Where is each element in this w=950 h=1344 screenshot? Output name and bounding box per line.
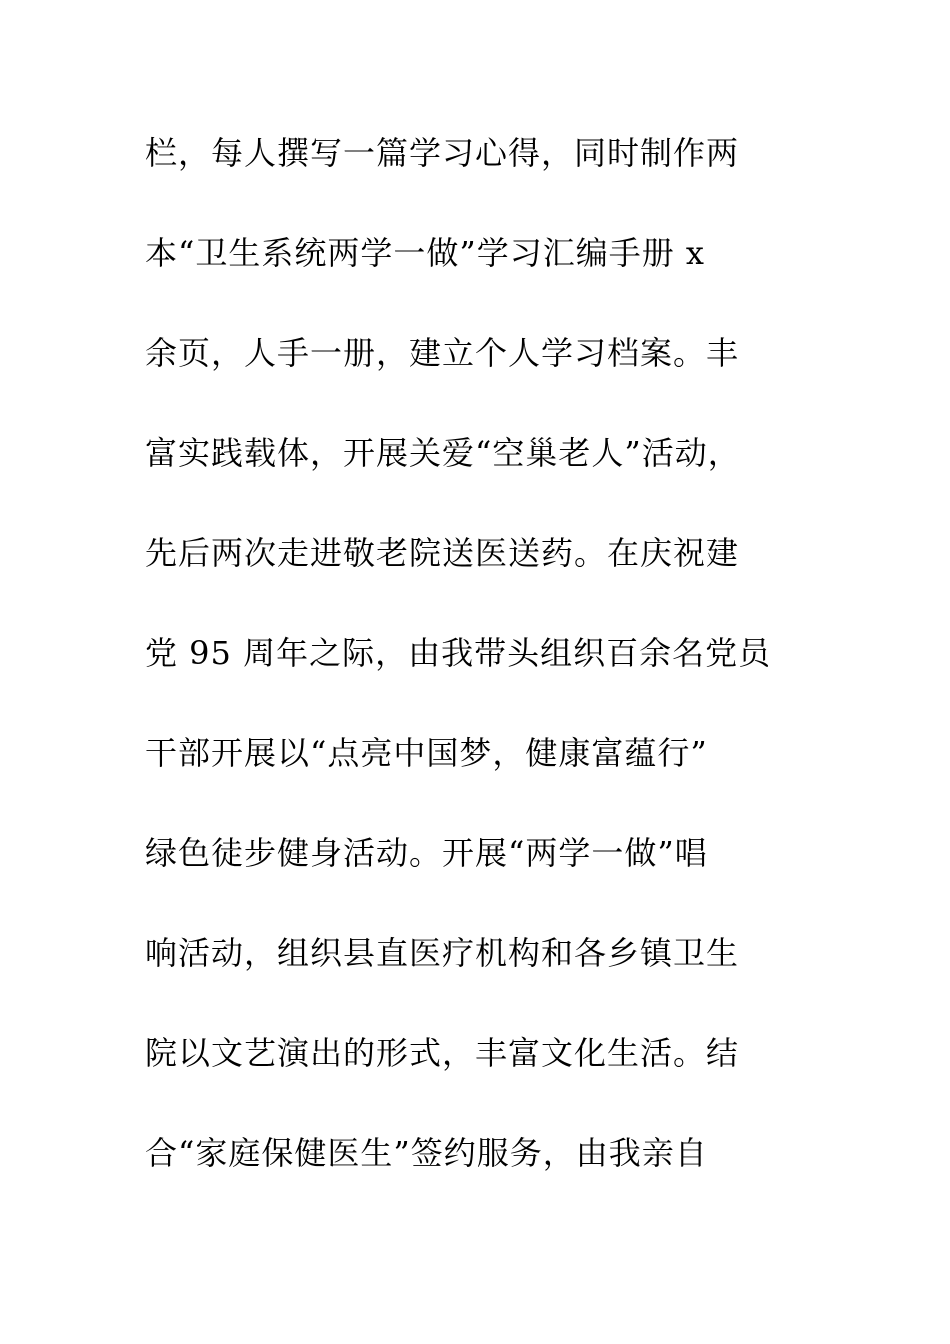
text-line: 本“卫生系统两学一做”学习汇编手册 x xyxy=(145,234,705,272)
text-line: 绿色徒步健身活动。开展“两学一做”唱 xyxy=(145,834,708,872)
text-line: 干部开展以“点亮中国梦，健康富蕴行” xyxy=(145,734,708,772)
text-line: 合“家庭保健医生”签约服务，由我亲自 xyxy=(145,1134,708,1172)
text-line: 党 95 周年之际，由我带头组织百余名党员 xyxy=(145,634,772,672)
text-line: 富实践载体，开展关爱“空巢老人”活动， xyxy=(145,434,741,472)
text-line: 院以文艺演出的形式，丰富文化生活。结 xyxy=(145,1034,740,1072)
text-line: 栏，每人撰写一篇学习心得，同时制作两 xyxy=(145,134,740,172)
text-line: 先后两次走进敬老院送医送药。在庆祝建 xyxy=(145,534,740,572)
body-paragraph xyxy=(145,125,825,1225)
text-line: 响活动，组织县直医疗机构和各乡镇卫生 xyxy=(145,934,740,972)
text-line: 余页，人手一册，建立个人学习档案。丰 xyxy=(145,334,740,372)
